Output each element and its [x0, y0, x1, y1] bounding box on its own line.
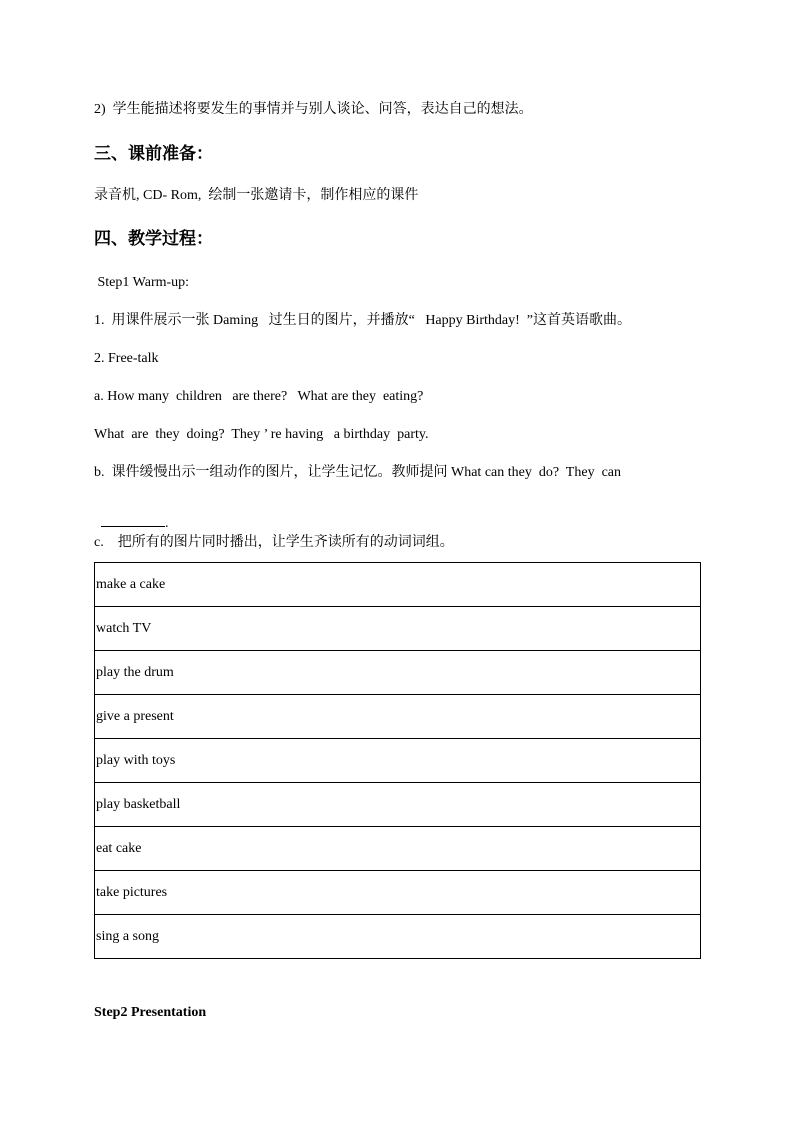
table-row — [95, 607, 701, 651]
goal-2-text: 2) 学生能描述将要发生的事情并与别人谈论、问答，表达自己的想法。 — [94, 102, 533, 117]
table-row — [95, 783, 701, 827]
table-cell: give a present — [95, 695, 701, 739]
table-row — [95, 827, 701, 871]
verb-phrase-table — [94, 562, 701, 959]
question-b-blank-line — [94, 496, 169, 533]
table-row — [95, 739, 701, 783]
item-2-text: 2. Free-talk — [94, 351, 159, 366]
table-cell: watch TV — [95, 607, 701, 651]
question-a-answer: What are they doing? They ’ re having a birthday party. — [94, 427, 429, 442]
table-row — [95, 695, 701, 739]
table-row — [95, 871, 701, 915]
table-cell: take pictures — [95, 871, 701, 915]
table-cell: eat cake — [95, 827, 701, 871]
preparation-text: 录音机, CD- Rom, 绘制一张邀请卡，制作相应的课件 — [94, 188, 419, 203]
table-cell: play with toys — [95, 739, 701, 783]
question-c-text: c. 把所有的图片同时播出，让学生齐读所有的动词词组。 — [94, 535, 454, 550]
blank-period: . — [165, 516, 169, 531]
step2-heading: Step2 Presentation — [94, 1005, 207, 1020]
table-cell: sing a song — [95, 915, 701, 959]
table-row — [95, 651, 701, 695]
question-b-text: b. 课件缓慢出示一组动作的图片，让学生记忆。教师提问 What can they do? They can — [94, 465, 622, 480]
answer-blank — [101, 514, 165, 527]
table-cell: play basketball — [95, 783, 701, 827]
question-a-text: a. How many children are there? What are they eating? — [94, 389, 424, 404]
table-row — [95, 915, 701, 959]
section-3-heading: 三、课前准备： — [94, 144, 213, 163]
step1-label: Step1 Warm-up: — [94, 275, 190, 290]
table-row — [95, 563, 701, 607]
section-4-heading: 四、教学过程： — [94, 229, 213, 248]
table-cell: make a cake — [95, 563, 701, 607]
item-1-text: 1. 用课件展示一张 Daming 过生日的图片，并播放“ Happy Birthday! ”这首英语歌曲。 — [94, 313, 632, 328]
table-cell: play the drum — [95, 651, 701, 695]
